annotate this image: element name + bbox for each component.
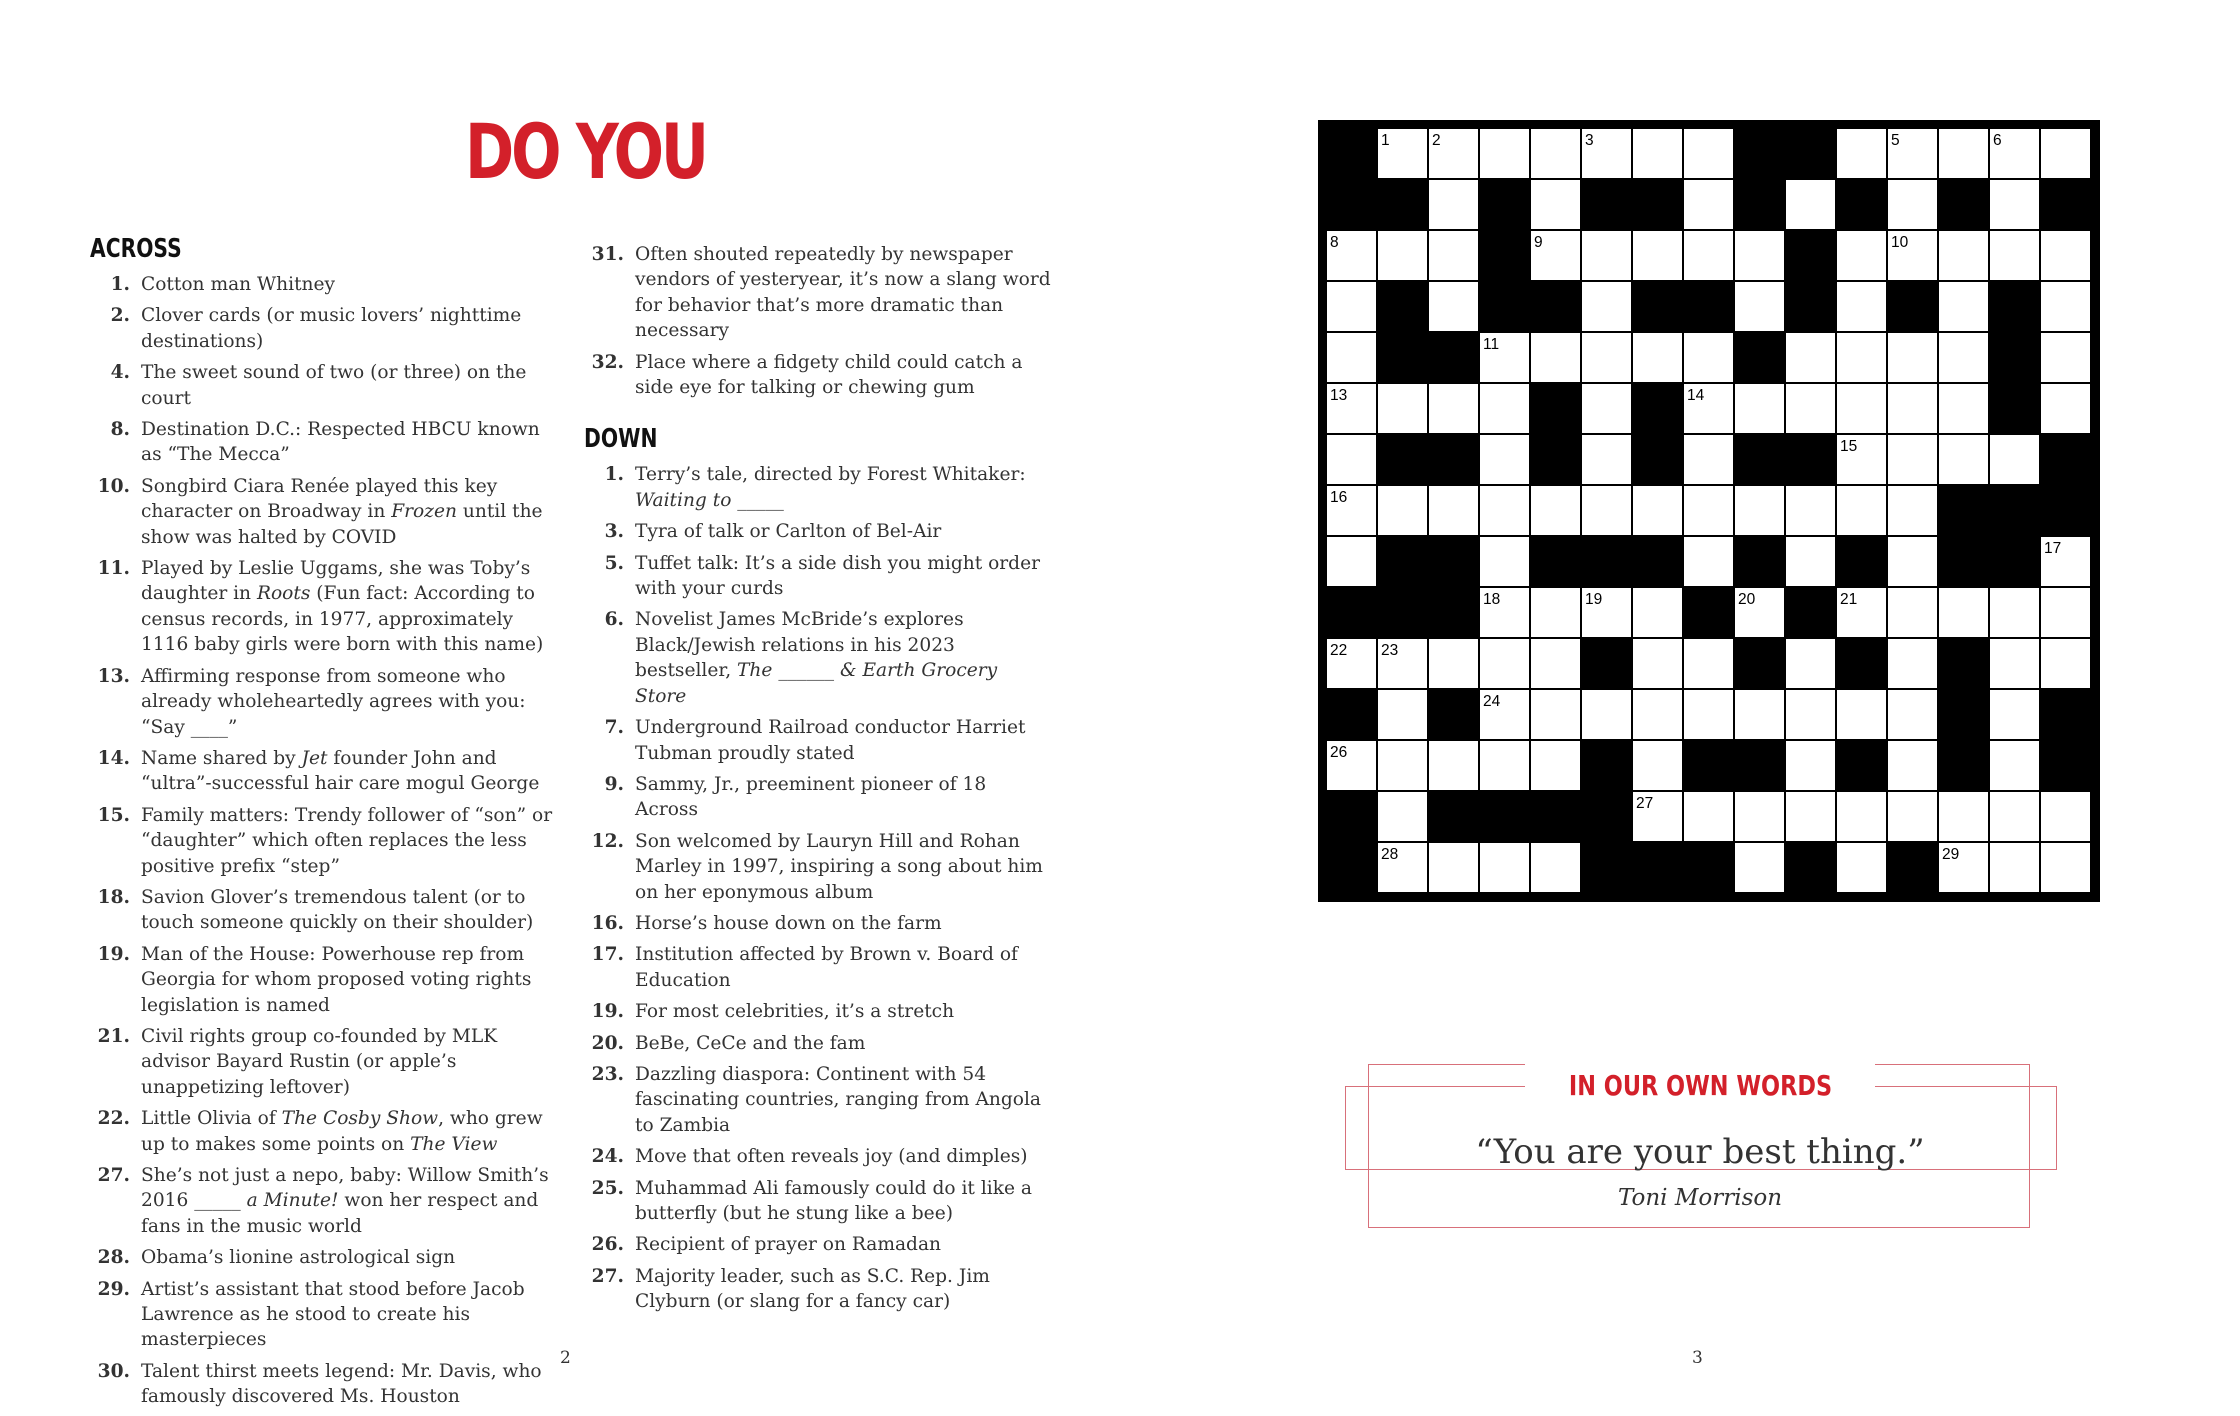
clue-text: Majority leader, such as S.C. Rep. Jim Clyburn (or slang for a fancy car) xyxy=(635,1265,990,1313)
clue-text: Terry’s tale, directed by Forest Whitaker: Waiting to _____ xyxy=(635,464,1026,511)
down-clue xyxy=(584,1062,1054,1138)
clue-number: 27. xyxy=(97,1165,130,1186)
clue-number: 2. xyxy=(110,305,130,327)
across-heading: ACROSS xyxy=(90,234,182,264)
grid-cell[interactable] xyxy=(1480,435,1529,484)
clue-text: Family matters: Trendy follower of “son” or “daughter” which often replaces the less positive prefix “step” xyxy=(141,804,553,877)
across-clue xyxy=(90,360,560,411)
down-clue xyxy=(584,1176,1054,1227)
down-clue xyxy=(584,1144,1054,1169)
clue-text: Underground Railroad conductor Harriet Tubman proudly stated xyxy=(635,717,1026,764)
grid-number: 29 xyxy=(1942,846,1960,863)
grid-cell[interactable] xyxy=(1939,384,1988,433)
grid-number: 19 xyxy=(1585,591,1603,608)
down-clue xyxy=(584,462,1054,513)
across-clue xyxy=(90,1359,560,1410)
crossword-grid[interactable] xyxy=(1318,120,2100,902)
clue-number: 25. xyxy=(591,1177,624,1199)
grid-number: 16 xyxy=(1330,489,1348,506)
grid-number: 11 xyxy=(1483,336,1500,353)
quote-text: “You are your best thing.” xyxy=(1475,1132,1925,1172)
clue-number: 1. xyxy=(110,274,130,295)
grid-cell[interactable] xyxy=(1990,231,2039,280)
clue-number: 22. xyxy=(97,1108,130,1130)
across-clue xyxy=(90,272,560,297)
grid-cell[interactable] xyxy=(1837,129,1886,178)
across-clue xyxy=(90,1163,560,1239)
clue-text: Recipient of prayer on Ramadan xyxy=(635,1234,942,1256)
clue-text: Cotton man Whitney xyxy=(141,274,336,295)
clue-number: 5. xyxy=(604,552,624,574)
clue-number: 30. xyxy=(97,1360,130,1382)
clue-text: Talent thirst meets legend: Mr. Davis, who famously discovered Ms. Houston xyxy=(141,1360,542,1408)
grid-cell[interactable] xyxy=(1837,333,1886,382)
grid-cell[interactable] xyxy=(2041,792,2090,841)
grid-cell[interactable] xyxy=(1480,741,1529,790)
grid-cell[interactable] xyxy=(1684,129,1733,178)
clue-number: 1. xyxy=(604,464,624,486)
clue-number: 32. xyxy=(591,351,624,373)
grid-number: 24 xyxy=(1483,693,1501,710)
grid-cell[interactable] xyxy=(1990,690,2039,739)
grid-cell[interactable] xyxy=(1480,384,1529,433)
grid-number: 23 xyxy=(1381,642,1399,659)
grid-cell[interactable] xyxy=(1633,741,1682,790)
clue-text: Muhammad Ali famously could do it like a butterfly (but he stung like a bee) xyxy=(635,1177,1032,1224)
grid-cell[interactable] xyxy=(1531,741,1580,790)
grid-cell[interactable] xyxy=(1837,843,1886,892)
clue-text: Name shared by Jet founder John and “ultra”-successful hair care mogul George xyxy=(141,747,540,795)
grid-number: 7 xyxy=(1738,183,1747,200)
grid-cell[interactable] xyxy=(1837,282,1886,331)
clue-number: 23. xyxy=(591,1063,624,1085)
grid-cell[interactable] xyxy=(1888,384,1937,433)
across-clue xyxy=(90,885,560,936)
grid-cell[interactable] xyxy=(1684,792,1733,841)
clue-text: BeBe, CeCe and the fam xyxy=(635,1032,866,1054)
down-clue xyxy=(584,999,1054,1024)
grid-cell[interactable] xyxy=(1429,384,1478,433)
quote-box-heading: IN OUR OWN WORDS xyxy=(1525,1064,1875,1110)
clue-number: 31. xyxy=(591,244,624,265)
across-clue xyxy=(90,1024,560,1100)
grid-number: 21 xyxy=(1840,591,1858,608)
grid-cell[interactable] xyxy=(1786,639,1835,688)
grid-cell[interactable] xyxy=(1939,435,1988,484)
grid-number: 3 xyxy=(1585,132,1594,149)
grid-cell[interactable] xyxy=(1378,486,1427,535)
across-clue xyxy=(90,417,560,468)
grid-number: 9 xyxy=(1534,234,1543,251)
grid-cell[interactable] xyxy=(1684,639,1733,688)
clue-number: 8. xyxy=(110,419,130,441)
grid-cell[interactable] xyxy=(1837,690,1886,739)
across-clue xyxy=(90,1245,560,1270)
grid-cell[interactable] xyxy=(1735,231,1784,280)
grid-cell[interactable] xyxy=(1786,333,1835,382)
clue-text: She’s not just a nepo, baby: Willow Smith’s 2016 _____ a Minute! won her respect and fans in the music world xyxy=(141,1165,549,1237)
grid-cell[interactable] xyxy=(1837,384,1886,433)
grid-cell[interactable] xyxy=(2041,639,2090,688)
grid-cell[interactable] xyxy=(1531,690,1580,739)
grid-number: 4 xyxy=(1789,132,1798,149)
across-clue-list-continued xyxy=(584,242,1054,400)
grid-cell[interactable] xyxy=(1990,741,2039,790)
grid-cell[interactable] xyxy=(1327,333,1376,382)
clue-text: Played by Leslie Uggams, she was Toby’s daughter in Roots (Fun fact: According to census records, in 1977, approximately 1116 baby girls were born with this name) xyxy=(141,558,544,656)
clue-number: 12. xyxy=(591,830,624,852)
grid-cell[interactable] xyxy=(1480,639,1529,688)
grid-number: 26 xyxy=(1330,744,1348,761)
grid-cell[interactable] xyxy=(1633,333,1682,382)
grid-cell[interactable] xyxy=(2041,129,2090,178)
grid-cell[interactable] xyxy=(1888,792,1937,841)
down-clue xyxy=(584,772,1054,823)
grid-cell[interactable] xyxy=(1327,537,1376,586)
clue-text: Tyra of talk or Carlton of Bel-Air xyxy=(635,521,942,543)
grid-cell[interactable] xyxy=(1378,792,1427,841)
grid-cell[interactable] xyxy=(1531,843,1580,892)
grid-cell[interactable] xyxy=(1837,486,1886,535)
clue-text: The sweet sound of two (or three) on the court xyxy=(141,362,527,409)
page-number-left: 2 xyxy=(560,1348,571,1368)
grid-cell[interactable] xyxy=(1939,129,1988,178)
clue-number: 28. xyxy=(97,1247,130,1269)
grid-number: 22 xyxy=(1330,642,1348,659)
grid-cell[interactable] xyxy=(1735,690,1784,739)
down-clue xyxy=(584,519,1054,544)
clue-number: 9. xyxy=(604,773,624,795)
grid-cell[interactable] xyxy=(1990,588,2039,637)
grid-cell[interactable] xyxy=(1327,435,1376,484)
grid-cell[interactable] xyxy=(1480,129,1529,178)
grid-cell[interactable] xyxy=(1888,435,1937,484)
grid-cell[interactable] xyxy=(1378,741,1427,790)
clue-number: 16. xyxy=(591,912,624,934)
clue-number: 4. xyxy=(110,362,130,384)
grid-cell[interactable] xyxy=(1888,690,1937,739)
grid-cell[interactable] xyxy=(1939,333,1988,382)
across-clue xyxy=(90,303,560,354)
grid-cell[interactable] xyxy=(1684,333,1733,382)
clue-number: 20. xyxy=(591,1032,624,1054)
across-clue xyxy=(90,1277,560,1353)
clue-number: 10. xyxy=(97,475,130,497)
clue-text: Institution affected by Brown v. Board of Education xyxy=(635,944,1018,991)
clue-number: 15. xyxy=(97,804,130,826)
grid-cell[interactable] xyxy=(1429,741,1478,790)
grid-cell[interactable] xyxy=(1888,537,1937,586)
grid-cell[interactable] xyxy=(2041,333,2090,382)
clue-text: Sammy, Jr., preeminent pioneer of 18 Across xyxy=(635,773,987,821)
grid-cell[interactable] xyxy=(1582,282,1631,331)
clue-text: Man of the House: Powerhouse rep from Georgia for whom proposed voting rights legislation is named xyxy=(141,943,532,1016)
grid-cell[interactable] xyxy=(2041,588,2090,637)
clue-text: Little Olivia of The Cosby Show, who grew up to makes some points on The View xyxy=(141,1108,543,1155)
grid-cell[interactable] xyxy=(1786,384,1835,433)
grid-number: 14 xyxy=(1687,387,1705,404)
grid-cell[interactable] xyxy=(1429,282,1478,331)
grid-cell[interactable] xyxy=(1939,792,1988,841)
grid-cell[interactable] xyxy=(1735,843,1784,892)
grid-cell[interactable] xyxy=(1786,690,1835,739)
down-clue xyxy=(584,942,1054,993)
clue-number: 19. xyxy=(97,943,130,965)
grid-cell[interactable] xyxy=(1888,333,1937,382)
clue-number: 27. xyxy=(591,1265,624,1287)
grid-cell[interactable] xyxy=(1888,639,1937,688)
grid-number: 5 xyxy=(1891,132,1900,149)
grid-cell[interactable] xyxy=(1582,486,1631,535)
grid-cell[interactable] xyxy=(1786,486,1835,535)
clue-number: 11. xyxy=(97,558,130,580)
across-clue xyxy=(90,556,560,658)
across-clue-list xyxy=(90,272,560,1410)
grid-cell[interactable] xyxy=(1735,486,1784,535)
grid-cell[interactable] xyxy=(1786,180,1835,229)
grid-number: 28 xyxy=(1381,846,1399,863)
across-clue xyxy=(90,942,560,1018)
grid-number: 27 xyxy=(1636,795,1654,812)
grid-cell[interactable] xyxy=(1480,537,1529,586)
clue-text: Place where a fidgety child could catch a side eye for talking or chewing gum xyxy=(635,351,1023,399)
grid-cell[interactable] xyxy=(1684,486,1733,535)
grid-number: 8 xyxy=(1330,234,1339,251)
grid-cell[interactable] xyxy=(1378,384,1427,433)
grid-cell[interactable] xyxy=(1786,792,1835,841)
down-clue xyxy=(584,1264,1054,1315)
down-clue xyxy=(584,1232,1054,1257)
grid-cell[interactable] xyxy=(1378,690,1427,739)
grid-number: 1 xyxy=(1381,132,1390,149)
clue-text: Novelist James McBride’s explores Black/Jewish relations in his 2023 bestseller, The ______ & Earth Grocery Store xyxy=(635,609,998,707)
grid-cell[interactable] xyxy=(1837,231,1886,280)
clue-text: Son welcomed by Lauryn Hill and Rohan Marley in 1997, inspiring a song about him on her eponymous album xyxy=(635,830,1043,903)
clue-text: Civil rights group co-founded by MLK advisor Bayard Rustin (or apple’s unappetizing leftover) xyxy=(141,1025,498,1098)
grid-cell[interactable] xyxy=(1735,384,1784,433)
clues-column-right xyxy=(584,242,1054,1321)
down-clue xyxy=(584,607,1054,709)
grid-cell[interactable] xyxy=(1582,231,1631,280)
grid-number: 2 xyxy=(1432,132,1441,149)
grid-cell[interactable] xyxy=(1531,588,1580,637)
down-clue xyxy=(584,911,1054,936)
grid-number: 10 xyxy=(1891,234,1909,251)
grid-cell[interactable] xyxy=(1990,180,2039,229)
grid-cell[interactable] xyxy=(1582,435,1631,484)
down-clue xyxy=(584,715,1054,766)
grid-number: 13 xyxy=(1330,387,1348,404)
grid-cell[interactable] xyxy=(1531,180,1580,229)
grid-cell[interactable] xyxy=(1480,486,1529,535)
clue-text: Artist’s assistant that stood before Jacob Lawrence as he stood to create his masterpieces xyxy=(141,1278,525,1351)
grid-cell[interactable] xyxy=(1684,690,1733,739)
clue-number: 24. xyxy=(591,1146,624,1168)
grid-cell[interactable] xyxy=(1429,486,1478,535)
clue-text: Obama’s lionine astrological sign xyxy=(141,1247,456,1269)
down-clue xyxy=(584,551,1054,602)
grid-cell[interactable] xyxy=(1327,282,1376,331)
grid-number: 25 xyxy=(1942,693,1960,710)
grid-cell[interactable] xyxy=(1531,486,1580,535)
clues-column-left xyxy=(90,232,560,1416)
grid-cell[interactable] xyxy=(1837,792,1886,841)
grid-cell[interactable] xyxy=(1633,639,1682,688)
grid-cell[interactable] xyxy=(1531,639,1580,688)
clue-text: Often shouted repeatedly by newspaper vendors of yesteryear, it’s now a slang word for behavior that’s more dramatic than necessary xyxy=(635,244,1051,342)
grid-cell[interactable] xyxy=(1990,435,2039,484)
across-clue xyxy=(584,242,1054,344)
grid-cell[interactable] xyxy=(1735,792,1784,841)
grid-cell[interactable] xyxy=(2041,384,2090,433)
grid-cell[interactable] xyxy=(1531,129,1580,178)
grid-number: 18 xyxy=(1483,591,1501,608)
clue-number: 21. xyxy=(97,1025,130,1047)
clue-number: 13. xyxy=(97,665,130,687)
clue-text: Horse’s house down on the farm xyxy=(635,912,942,934)
grid-cell[interactable] xyxy=(1531,333,1580,382)
across-clue xyxy=(90,746,560,797)
clue-number: 26. xyxy=(591,1234,624,1256)
clue-text: Move that often reveals joy (and dimples) xyxy=(635,1146,1028,1168)
grid-cell[interactable] xyxy=(1429,231,1478,280)
grid-cell[interactable] xyxy=(1480,843,1529,892)
clue-text: Songbird Ciara Renée played this key character on Broadway in Frozen until the show was halted by COVID xyxy=(141,475,543,548)
grid-cell[interactable] xyxy=(1990,843,2039,892)
grid-number: 20 xyxy=(1738,591,1756,608)
across-clue xyxy=(90,664,560,740)
grid-cell[interactable] xyxy=(1888,741,1937,790)
grid-cell[interactable] xyxy=(1684,435,1733,484)
grid-number: 12 xyxy=(1738,336,1756,353)
clue-text: Tuffet talk: It’s a side dish you might order with your curds xyxy=(635,552,1040,600)
grid-cell[interactable] xyxy=(1786,537,1835,586)
page-title: DO YOU xyxy=(465,107,706,196)
clue-number: 7. xyxy=(604,717,624,739)
grid-cell[interactable] xyxy=(1684,231,1733,280)
clue-number: 19. xyxy=(591,1001,624,1023)
grid-cell[interactable] xyxy=(2041,282,2090,331)
clue-text: Dazzling diaspora: Continent with 54 fascinating countries, ranging from Angola to Zambia xyxy=(635,1063,1041,1136)
grid-cell[interactable] xyxy=(2041,231,2090,280)
grid-cell[interactable] xyxy=(1633,690,1682,739)
down-clue xyxy=(584,1031,1054,1056)
grid-cell[interactable] xyxy=(1990,639,2039,688)
grid-cell[interactable] xyxy=(1378,231,1427,280)
across-clue xyxy=(90,474,560,550)
grid-number: 6 xyxy=(1993,132,2002,149)
grid-cell[interactable] xyxy=(1684,537,1733,586)
clue-number: 29. xyxy=(97,1278,130,1300)
grid-cell[interactable] xyxy=(1939,588,1988,637)
grid-number: 15 xyxy=(1840,438,1858,455)
grid-cell[interactable] xyxy=(1429,639,1478,688)
grid-cell[interactable] xyxy=(1786,741,1835,790)
across-clue xyxy=(584,350,1054,401)
grid-cell[interactable] xyxy=(1582,384,1631,433)
clue-number: 14. xyxy=(97,747,130,769)
grid-cell[interactable] xyxy=(1633,486,1682,535)
clue-text: Clover cards (or music lovers’ nighttime destinations) xyxy=(141,305,522,352)
clue-text: Destination D.C.: Respected HBCU known as “The Mecca” xyxy=(141,419,540,466)
quote-author: Toni Morrison xyxy=(1617,1185,1783,1211)
across-clue xyxy=(90,1106,560,1157)
grid-cell[interactable] xyxy=(1888,588,1937,637)
grid-cell[interactable] xyxy=(1684,180,1733,229)
grid-cell[interactable] xyxy=(1633,231,1682,280)
grid-cell[interactable] xyxy=(1990,792,2039,841)
grid-cell[interactable] xyxy=(1582,333,1631,382)
down-heading: DOWN xyxy=(584,424,658,455)
page-number-right: 3 xyxy=(1692,1348,1703,1368)
grid-cell[interactable] xyxy=(1939,282,1988,331)
grid-cell[interactable] xyxy=(1582,690,1631,739)
across-clue xyxy=(90,803,560,879)
clue-number: 6. xyxy=(604,609,624,631)
clue-number: 18. xyxy=(97,886,130,908)
grid-cell[interactable] xyxy=(1633,588,1682,637)
grid-cell[interactable] xyxy=(1633,129,1682,178)
clue-text: Affirming response from someone who already wholeheartedly agrees with you: “Say ____” xyxy=(141,665,526,738)
clue-number: 17. xyxy=(591,944,624,966)
grid-cell[interactable] xyxy=(2041,843,2090,892)
grid-cell[interactable] xyxy=(1735,282,1784,331)
grid-cell[interactable] xyxy=(1888,486,1937,535)
clue-text: For most celebrities, it’s a stretch xyxy=(635,1001,955,1023)
clue-number: 3. xyxy=(604,521,624,543)
down-clue-list xyxy=(584,462,1054,1314)
grid-number: 17 xyxy=(2044,540,2062,557)
grid-cell[interactable] xyxy=(1888,180,1937,229)
clue-text: Savion Glover’s tremendous talent (or to touch someone quickly on their shoulder) xyxy=(141,886,534,934)
grid-cell[interactable] xyxy=(1429,843,1478,892)
grid-cell[interactable] xyxy=(1939,231,1988,280)
down-clue xyxy=(584,829,1054,905)
grid-cell[interactable] xyxy=(1429,180,1478,229)
